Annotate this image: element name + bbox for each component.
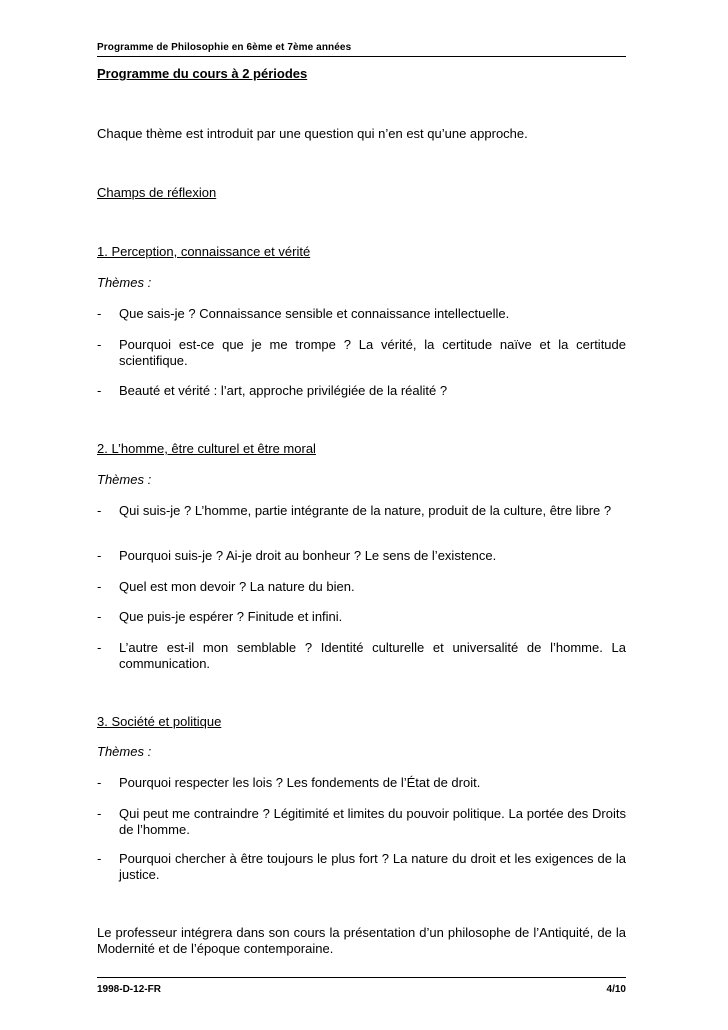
dash-bullet: - xyxy=(97,337,102,352)
dash-bullet: - xyxy=(97,503,102,518)
dash-bullet: - xyxy=(97,306,102,321)
dash-bullet: - xyxy=(97,775,102,790)
document-reference: 1998-D-12-FR xyxy=(97,984,161,995)
section-2-heading: 2. L’homme, être culturel et être moral xyxy=(97,441,316,456)
theme-text: Qui peut me contraindre ? Légitimité et limites du pouvoir politique. La portée des Droits de l’homme. xyxy=(119,806,626,837)
dash-bullet: - xyxy=(97,640,102,655)
running-header: Programme de Philosophie en 6ème et 7ème années xyxy=(97,42,626,57)
theme-text: Pourquoi chercher à être toujours le plus fort ? La nature du droit et les exigences de la justice. xyxy=(119,851,626,882)
theme-text: Que puis-je espérer ? Finitude et infini. xyxy=(119,609,343,624)
dash-bullet: - xyxy=(97,383,102,398)
closing-paragraph: Le professeur intégrera dans son cours la présentation d’un philosophe de l’Antiquité, de la Modernité et de l’époque contemporaine. xyxy=(97,925,626,956)
page-title: Programme du cours à 2 périodes xyxy=(97,66,308,81)
page-footer xyxy=(97,977,626,995)
dash-bullet: - xyxy=(97,806,102,821)
theme-text: Pourquoi est-ce que je me trompe ? La vérité, la certitude naïve et la certitude scientifique. xyxy=(119,337,626,368)
theme-text: Pourquoi suis-je ? Ai-je droit au bonheur ? Le sens de l’existence. xyxy=(119,548,497,563)
dash-bullet: - xyxy=(97,579,102,594)
theme-text: Que sais-je ? Connaissance sensible et connaissance intellectuelle. xyxy=(119,306,510,321)
fields-heading: Champs de réflexion xyxy=(97,185,217,200)
section-2-themes-label: Thèmes : xyxy=(97,472,152,487)
intro-paragraph: Chaque thème est introduit par une question qui n’en est qu’une approche. xyxy=(97,126,528,141)
dash-bullet: - xyxy=(97,609,102,624)
theme-text: Quel est mon devoir ? La nature du bien. xyxy=(119,579,355,594)
section-1-themes-label: Thèmes : xyxy=(97,275,152,290)
section-3-themes-label: Thèmes : xyxy=(97,744,152,759)
dash-bullet: - xyxy=(97,851,102,866)
dash-bullet: - xyxy=(97,548,102,563)
theme-text: Beauté et vérité : l’art, approche privilégiée de la réalité ? xyxy=(119,383,448,398)
section-3-heading: 3. Société et politique xyxy=(97,714,222,729)
theme-text: Pourquoi respecter les lois ? Les fondements de l’État de droit. xyxy=(119,775,481,790)
section-1-heading: 1. Perception, connaissance et vérité xyxy=(97,244,311,259)
page-number: 4/10 xyxy=(606,984,626,995)
theme-text: L’autre est-il mon semblable ? Identité culturelle et universalité de l’homme. La communication. xyxy=(119,640,626,671)
document-page xyxy=(97,0,626,1030)
theme-text: Qui suis-je ? L’homme, partie intégrante de la nature, produit de la culture, être libre ? xyxy=(119,503,612,518)
